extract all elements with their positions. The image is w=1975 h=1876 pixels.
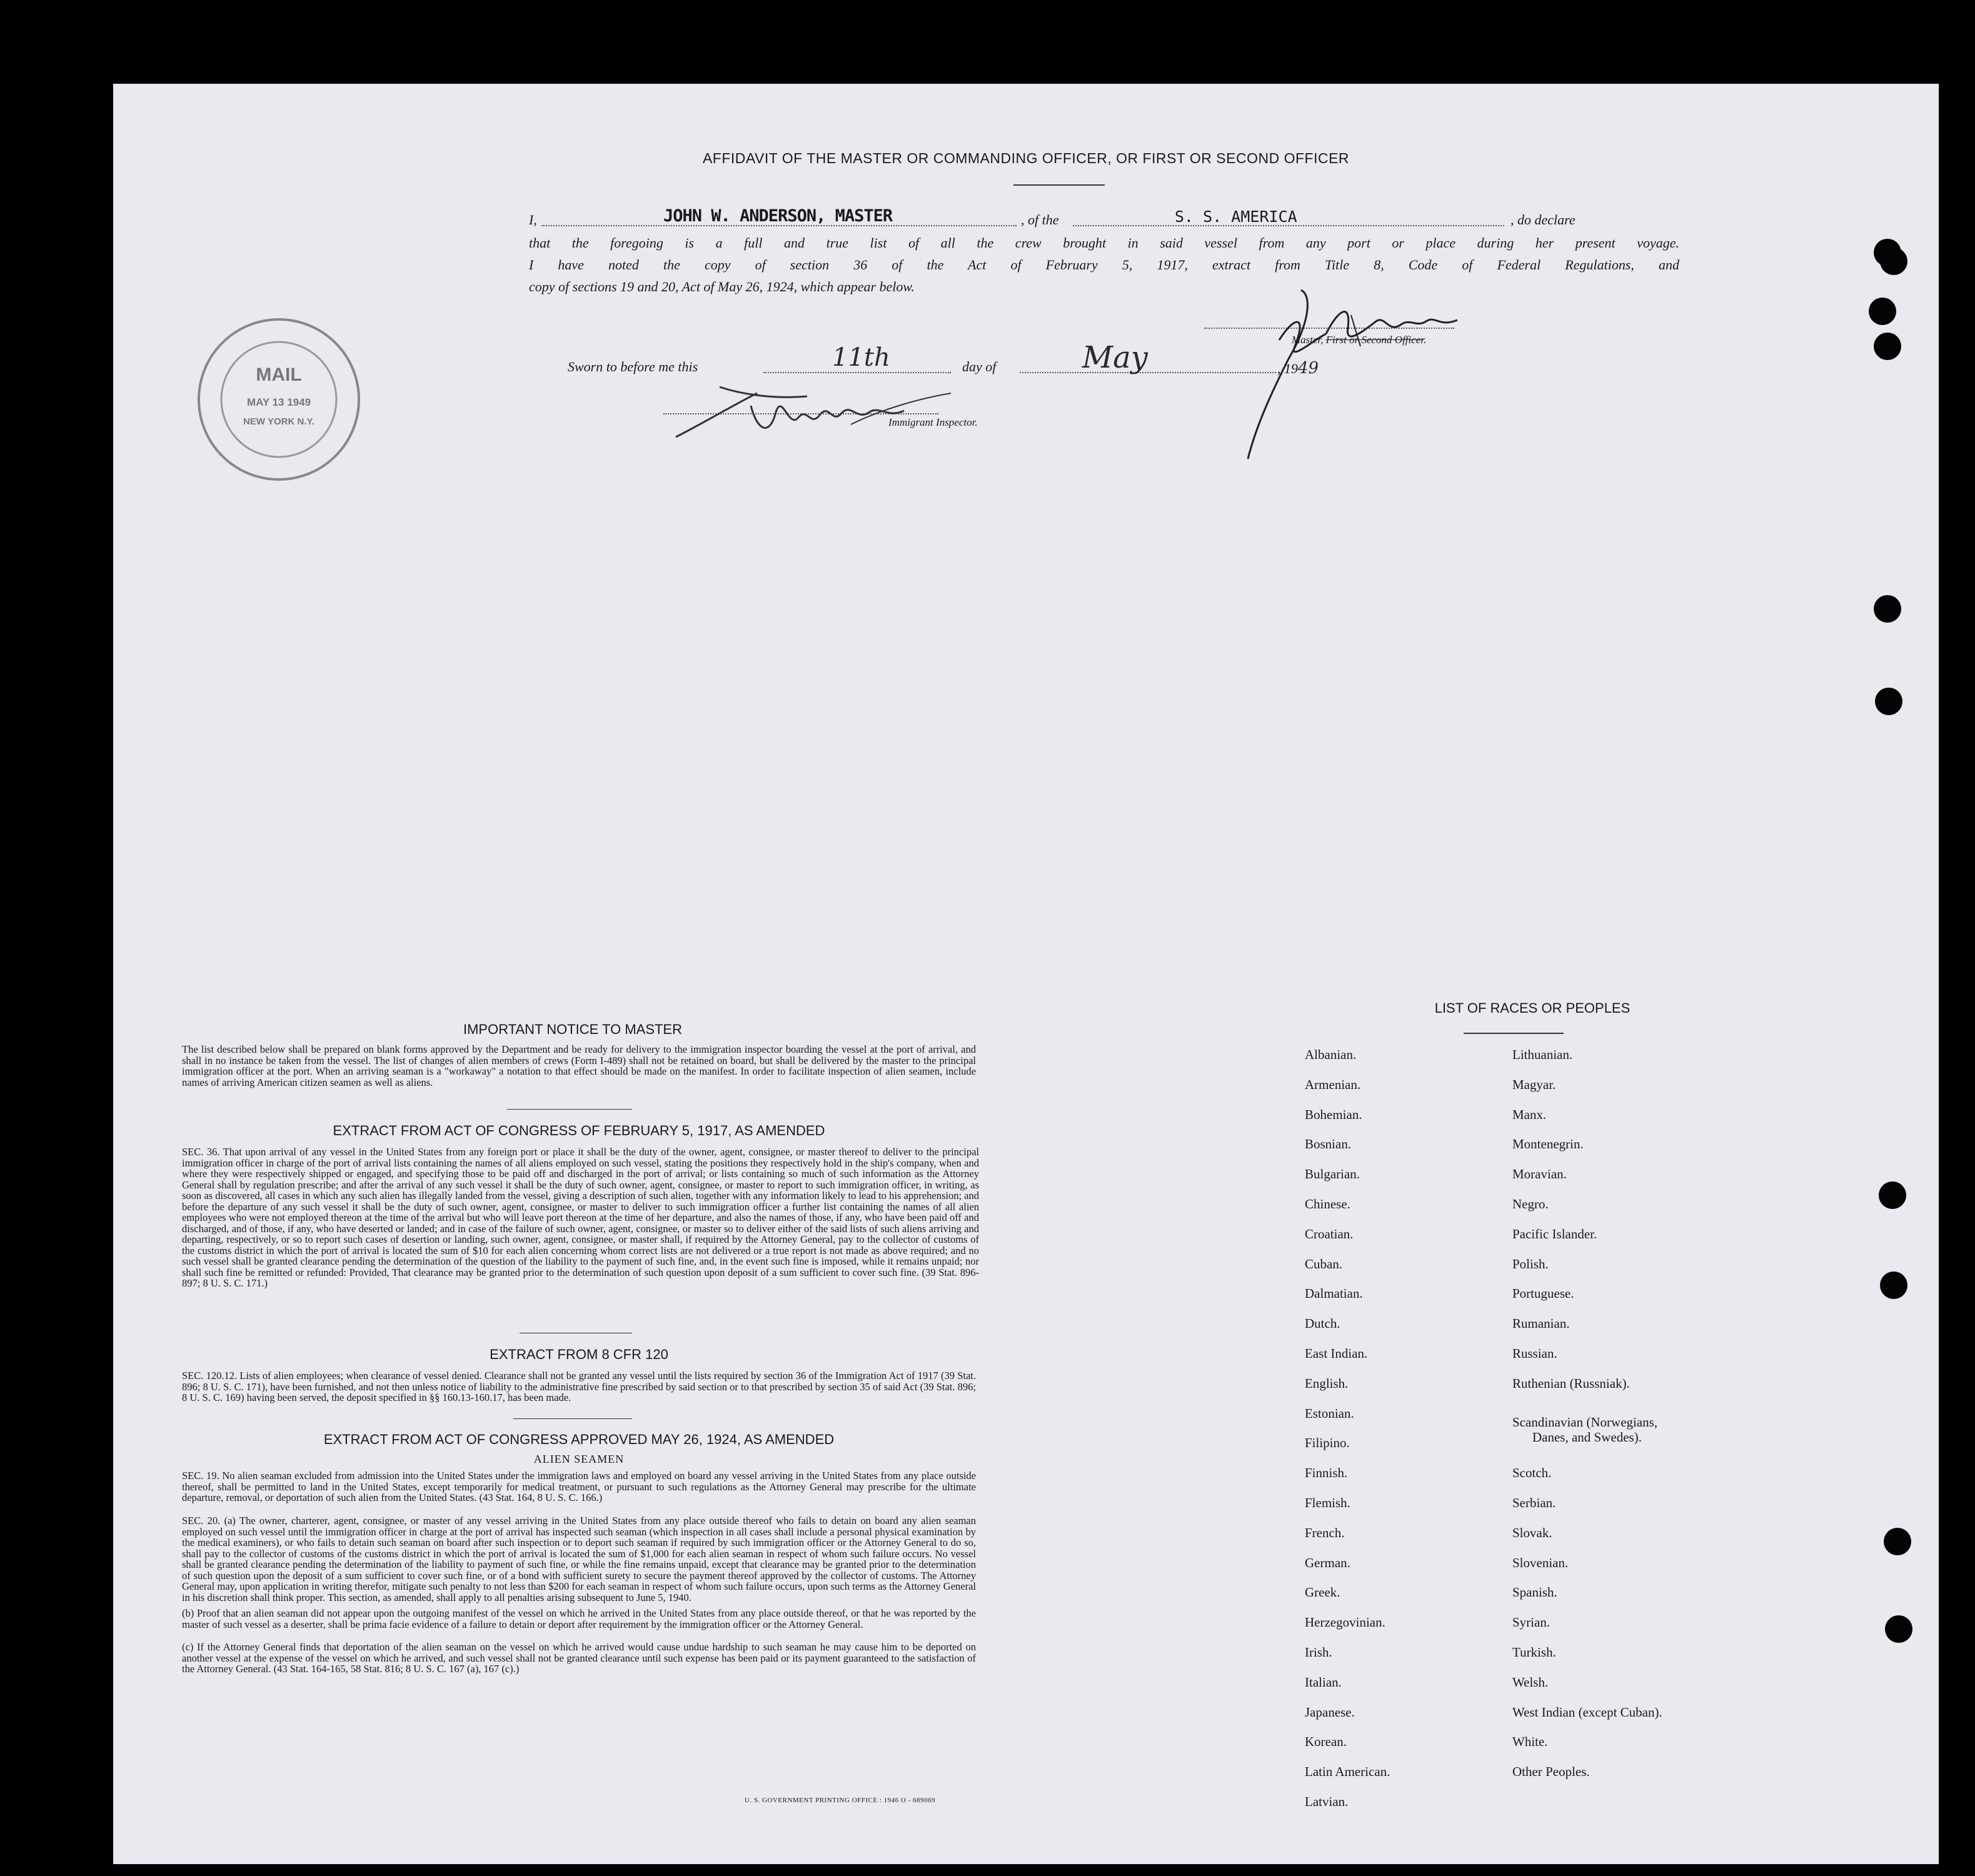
race-item: Flemish. (1305, 1495, 1350, 1510)
punch-hole (1885, 1615, 1912, 1643)
document-page (113, 84, 1939, 1864)
affidavit-line-3: I have noted the copy of section 36 of the Act of February 5, 1917, extract from Title 8, Code of Federal Regulations, and (529, 257, 1679, 273)
mail-stamp (194, 315, 363, 484)
inspector-label: Immigrant Inspector. (888, 416, 978, 428)
punch-hole (1879, 1181, 1906, 1209)
race-item: Russian. (1512, 1346, 1557, 1361)
race-item: Chinese. (1305, 1196, 1350, 1211)
affidavit-line-4: copy of sections 19 and 20, Act of May 26, 1924, which appear below. (529, 279, 915, 294)
extract-cfr-body: SEC. 120.12. Lists of alien employees; when clearance of vessel denied. Clearance shall not be granted any vessel until the lists required by section 36 of the Immigration Act of 1917 (39 Stat. 896; 8 U. S. C. 171), have been furnished, and not then unless notice of liability to the administrative fine prescribed by said section or to that prescribed by section 35 of said Act (39 Stat. 896; 8 U. S. C. 169) having been served, the deposit specified in §§ 160.13-160.17, has been made. (182, 1370, 976, 1403)
extract-cfr-title: EXTRACT FROM 8 CFR 120 (490, 1347, 668, 1362)
race-item: Magyar. (1512, 1076, 1556, 1092)
race-item: Spanish. (1512, 1585, 1557, 1600)
master-role-prefix: Master, (1292, 334, 1326, 346)
race-item: Greek. (1305, 1585, 1340, 1600)
race-item: Serbian. (1512, 1495, 1556, 1510)
race-item: German. (1305, 1555, 1350, 1570)
punch-hole (1875, 688, 1902, 715)
race-item: Moravian. (1512, 1166, 1567, 1182)
race-item: Lithuanian. (1512, 1047, 1573, 1062)
punch-hole (1880, 248, 1907, 275)
punch-hole (1874, 333, 1901, 360)
race-item: Dutch. (1305, 1316, 1340, 1332)
notice-body: The list described below shall be prepared on blank forms approved by the Department and be ready for delivery to the immigration inspector boarding the vessel at the port of arrival, and shall in no instance be taken from the vessel. The list of changes of alien members of crews (Form I-489) shall not be retained on board, but shall be delivered by the master to the principal immigration officer at the port. When an arriving seaman is a "workaway" a notation to that effect should be made on the manifest. In order to facilitate inspection of alien seamen, include names of arriving American citizen seamen as well as aliens. (182, 1043, 976, 1088)
race-item: Rumanian. (1512, 1316, 1570, 1332)
punch-hole (1869, 298, 1896, 325)
punch-hole (1880, 1272, 1907, 1299)
affidavit-heading: AFFIDAVIT OF THE MASTER OR COMMANDING OFFICER, OR FIRST OR SECOND OFFICER (702, 150, 1350, 166)
year-prefix: , 19 (1277, 361, 1298, 376)
extract-cfr-rule (513, 1418, 632, 1419)
race-item: Croatian. (1305, 1226, 1354, 1241)
race-item: French. (1305, 1525, 1345, 1540)
extract1924-sec19: SEC. 19. No alien seaman excluded from admission into the United States under the immigration laws and employed on board any vessel arriving in the United States from any place outside thereof, shall be permitted to land in the United States, except temporarily for medical treatment, or pursuant to such regulations as the Attorney General may prescribe for the ultimate departure, removal, or deportation of such alien from the United States. (43 Stat. 164, 8 U. S. C. 166.) (182, 1470, 976, 1503)
stamp-place: NEW YORK N.Y. (243, 416, 314, 427)
race-item: Japanese. (1305, 1704, 1355, 1720)
race-item: Scandinavian (Norwegians, (1512, 1414, 1658, 1430)
race-item: Latvian. (1305, 1794, 1349, 1809)
race-item: Italian. (1305, 1674, 1342, 1690)
affidavit-line-2: that the foregoing is a full and true list of all the crew brought in said vessel from any port or place during her present voyage. (529, 235, 1679, 251)
race-item: Other Peoples. (1512, 1764, 1590, 1780)
race-item: Bulgarian. (1305, 1166, 1360, 1182)
master-role-struck: First or Second Officer (1325, 334, 1424, 346)
vessel-name: S. S. AMERICA (1175, 208, 1297, 226)
race-item: English. (1305, 1375, 1349, 1391)
extract1917-title: EXTRACT FROM ACT OF CONGRESS OF FEBRUARY 5, 1917, AS AMENDED (333, 1123, 825, 1138)
race-item: Irish. (1305, 1645, 1332, 1660)
sworn-year: 49 (1298, 359, 1319, 378)
i-label: I, (529, 212, 537, 228)
race-item: West Indian (except Cuban). (1512, 1704, 1662, 1720)
race-item: Latin American. (1305, 1764, 1390, 1780)
race-item: Scotch. (1512, 1465, 1552, 1481)
races-title: LIST OF RACES OR PEOPLES (1434, 1000, 1631, 1016)
master-role-suffix: . (1424, 334, 1427, 346)
race-item: Slovak. (1512, 1525, 1552, 1540)
master-role-label (1292, 334, 1426, 346)
sworn-month-line (1020, 372, 1276, 373)
master-signature (1220, 271, 1532, 478)
do-declare-label: , do declare (1510, 212, 1575, 228)
extract1924-subtitle: ALIEN SEAMEN (533, 1453, 625, 1465)
race-item: Danes, and Swedes). (1532, 1429, 1642, 1445)
race-item: Albanian. (1305, 1047, 1357, 1062)
race-item: Manx. (1512, 1106, 1547, 1122)
notice-title: IMPORTANT NOTICE TO MASTER (463, 1021, 682, 1037)
extract1924-title: EXTRACT FROM ACT OF CONGRESS APPROVED MAY 26, 1924, AS AMENDED (323, 1432, 835, 1447)
stamp-text: MAIL (256, 364, 302, 385)
sworn-month: May (1082, 340, 1148, 375)
of-the-label: , of the (1021, 212, 1059, 228)
extract1924-sec20c: (c) If the Attorney General finds that deportation of the alien seaman on the vessel on which he arrived would cause undue hardship to such seaman he may cause him to be deported on another vessel at the expense of the vessel on which he arrived, and such vessel shall not be granted clearance until such expense has been paid or its payment guaranteed to the satisfaction of the Attorney General. (43 Stat. 164-165, 58 Stat. 816; 8 U. S. C. 167 (a), 167 (c).) (182, 1641, 976, 1675)
race-item: Turkish. (1512, 1645, 1556, 1660)
race-item: Negro. (1512, 1196, 1549, 1211)
race-item: Pacific Islander. (1512, 1226, 1597, 1241)
inspector-signature (663, 368, 988, 449)
year-label (1277, 359, 1319, 378)
extract1924-sec20b: (b) Proof that an alien seaman did not appear upon the outgoing manifest of the vessel on which he arrived in the United States from any place outside thereof, or that he was reported by the master of such vessel as a deserter, shall be prima facie evidence of a failure to detain or deport after requirement by the immigration officer or the Attorney General. (182, 1607, 976, 1630)
punch-hole (1874, 595, 1901, 623)
race-item: Montenegrin. (1512, 1136, 1584, 1152)
race-item: White. (1512, 1734, 1548, 1750)
printer-imprint: U. S. GOVERNMENT PRINTING OFFICE : 1946 O - 689069 (745, 1797, 936, 1804)
race-item: Finnish. (1305, 1465, 1348, 1481)
race-item: Syrian. (1512, 1615, 1550, 1630)
race-item: Armenian. (1305, 1076, 1361, 1092)
extract1917-body: SEC. 36. That upon arrival of any vessel in the United States from any foreign port or place it shall be the duty of the owner, agent, consignee, or master thereof to deliver to the principal immigration officer in charge of the port of arrival lists containing the names of all aliens employed on such vessel, stating the positions they respectively hold in the ship's company, when and where they were respectively shipped or engaged, and specifying those to be paid off and discharged in the port of arrival; or lists containing so much of such information as the Attorney General shall by regulation prescribe; and after the arrival of any such vessel it shall be the duty of such owner, agent, consignee, or master to report to such immigration officer, in writing, as soon as discovered, all cases in which any such alien has illegally landed from the vessel, giving a description of such alien, together with any information likely to lead to his apprehension; and before the departure of any such vessel it shall be the duty of such owner, agent, consignee, or master to deliver to such immigration officer a further list containing the names of all alien employees who were not employed thereon at the time of the arrival but who will leave port thereon at the time of her departure, and also the names of those, if any, who have been paid off and discharged, and of those, if any, who have deserted or landed; and in case of the failure of such owner, agent, consignee, or master so to deliver either of the said lists of such aliens arriving and departing, respectively, or so to report such cases of desertion or landing, such owner, agent, consignee, or master shall, if required by the Attorney General, pay to the collector of customs of the customs district in which the port of arrival is located the sum of $10 for each alien concerning whom correct lists are not delivered or a true report is not made as above required; and no such vessel shall be granted clearance pending the determination of the question of the liability to the payment of such fine, and, in the event such fine is imposed, while it remains unpaid; nor shall such fine be remitted or refunded: Provided, That clearance may be granted prior to the determination of such question upon deposit of a sum sufficient to cover such fine. (39 Stat. 896-897; 8 U. S. C. 171.) (182, 1146, 979, 1289)
race-item: East Indian. (1305, 1346, 1368, 1361)
heading-rule (1013, 184, 1105, 186)
race-item: Ruthenian (Russniak). (1512, 1375, 1630, 1391)
race-item: Slovenian. (1512, 1555, 1569, 1570)
races-rule (1464, 1033, 1564, 1034)
extract1924-sec20a: SEC. 20. (a) The owner, charterer, agent, consignee, or master of any vessel arriving in the United States from any place outside thereof who fails to detain on board any alien seaman employed on such vessel until the immigration officer in charge at the port of arrival has inspected such seaman (which inspection in all cases shall include a personal physical examination by the medical examiners), or who fails to detain such seaman on board after such inspection or to deport such seaman if required by such immigration officer or the Attorney General to do so, shall pay to the collector of customs of the customs district in which the port of arrival is located the sum of $1,000 for each alien seaman in respect of whom such failure occurs. No vessel shall be granted clearance pending the determination of the liability to payment of such fine, or while the fine remains unpaid, except that clearance may be granted prior to the determination of such question upon the deposit of a sum sufficient to cover such fine, or of a bond with sufficient surety to secure the payment thereof approved by the collector of customs. The Attorney General may, upon application in writing therefor, mitigate such penalty to not less than $200 for each seaman in respect of whom such failure occurs, upon such terms as the Attorney General in his discretion shall think proper. This section, as amended, shall apply to all penalties arising subsequent to June 5, 1940. (182, 1515, 976, 1603)
day-of-label: day of (962, 359, 997, 374)
race-item: Korean. (1305, 1734, 1347, 1750)
race-item: Welsh. (1512, 1674, 1549, 1690)
race-item: Filipino. (1305, 1435, 1350, 1451)
punch-hole (1884, 1528, 1911, 1555)
race-item: Bosnian. (1305, 1136, 1352, 1152)
declarant-name: JOHN W. ANDERSON, MASTER (663, 206, 893, 226)
race-item: Cuban. (1305, 1256, 1343, 1272)
sworn-day: 11th (832, 343, 890, 372)
race-item: Polish. (1512, 1256, 1549, 1272)
race-item: Bohemian. (1305, 1106, 1362, 1122)
race-item: Portuguese. (1512, 1286, 1574, 1302)
race-item: Dalmatian. (1305, 1286, 1363, 1302)
race-item: Herzegovinian. (1305, 1615, 1385, 1630)
stamp-date: MAY 13 1949 (246, 396, 311, 408)
notice-rule (507, 1109, 632, 1110)
sworn-label: Sworn to before me this (568, 359, 698, 374)
race-item: Estonian. (1305, 1405, 1354, 1421)
